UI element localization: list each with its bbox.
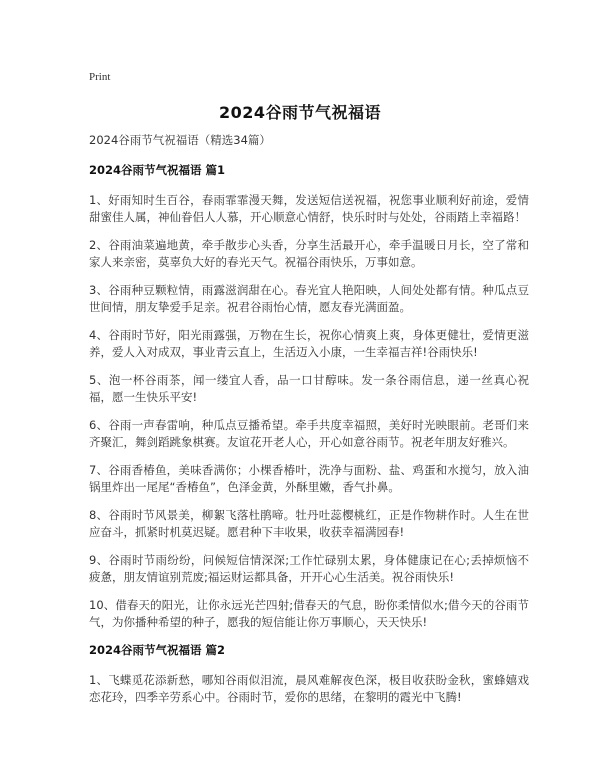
paragraph: 8、谷雨时节风景美，柳絮飞落杜鹃啼。牡丹吐蕊樱桃红，正是作物耕作时。人生在世应奋斗，抓紧时机莫迟疑。愿君种下丰收果，收获幸福满园春!: [89, 508, 529, 539]
paragraph: 5、泡一杯谷雨茶，闻一缕宜人香，品一口甘醇味。发一条谷雨信息，递一丝真心祝福，愿一生快乐平安!: [89, 373, 529, 404]
paragraph: 1、好雨知时生百谷，春雨霏霏漫天舞，发送短信送祝福，祝您事业顺利好前途，爱情甜蜜佳人属，神仙眷侣人人慕，开心顺意心情舒，快乐时时与处处，谷雨踏上幸福路！: [89, 193, 529, 224]
paragraph: 7、谷雨香椿鱼，美味香满你；小棵香椿叶，洗净与面粉、盐、鸡蛋和水搅匀，放入油锅里炸出一尾尾“香椿鱼”，色泽金黄，外酥里嫩，香气扑鼻。: [89, 463, 529, 494]
paragraph: 9、谷雨时节雨纷纷，问候短信情深深;工作忙碌别太累，身体健康记在心;丢掉烦恼不疲惫，朋友情谊别荒废;福运财运都具备，开开心心生活美。祝谷雨快乐!: [89, 553, 529, 584]
article-body: [89, 132, 529, 717]
paragraph: 3、谷雨种豆颗粒情，雨露滋润甜在心。春光宜人艳阳映，人间处处都有情。种瓜点豆世间情，朋友挚爱手足亲。祝君谷雨怡心情，愿友春光满面盈。: [89, 283, 529, 314]
page-title: 2024谷雨节气祝福语: [218, 103, 382, 122]
paragraph: 10、借春天的阳光，让你永远光芒四射;借春天的气息，盼你柔情似水;借今天的谷雨节气，为你播种希望的种子，愿我的短信能让你万事顺心，天天快乐!: [89, 598, 529, 629]
section-heading: 2024谷雨节气祝福语 篇2: [89, 643, 226, 657]
article-subtitle: 2024谷雨节气祝福语（精选34篇）: [89, 133, 271, 147]
section-heading: 2024谷雨节气祝福语 篇1: [89, 163, 226, 177]
paragraph: 4、谷雨时节好，阳光雨露强，万物在生长，祝你心情爽上爽，身体更健壮，爱情更滋养，爱人入对成双，事业青云直上，生活迈入小康，一生幸福吉祥!谷雨快乐!: [89, 328, 529, 359]
paragraph: 2、谷雨油菜遍地黄，牵手散步心头香，分享生活最开心，牵手温暖日月长，空了常和家人来亲密，莫辜负大好的春光天气。祝福谷雨快乐，万事如意。: [89, 238, 529, 269]
print-link[interactable]: Print: [89, 71, 111, 83]
paragraph: 6、谷雨一声春雷响，种瓜点豆播希望。牵手共度幸福照，美好时光映眼前。老哥们来齐聚汇，舞剑蹈跳象棋赛。友谊花开老人心，开心如意谷雨节。祝老年朋友好雅兴。: [89, 418, 529, 449]
paragraph: 1、飞蝶觅花添新愁，哪知谷雨似泪流，晨风难解夜色深，极目收获盼金秋，蜜蜂嬉戏恋花玲，四季辛劳系心中。谷雨时节，爱你的思绪，在黎明的霞光中飞腾!: [89, 673, 529, 704]
